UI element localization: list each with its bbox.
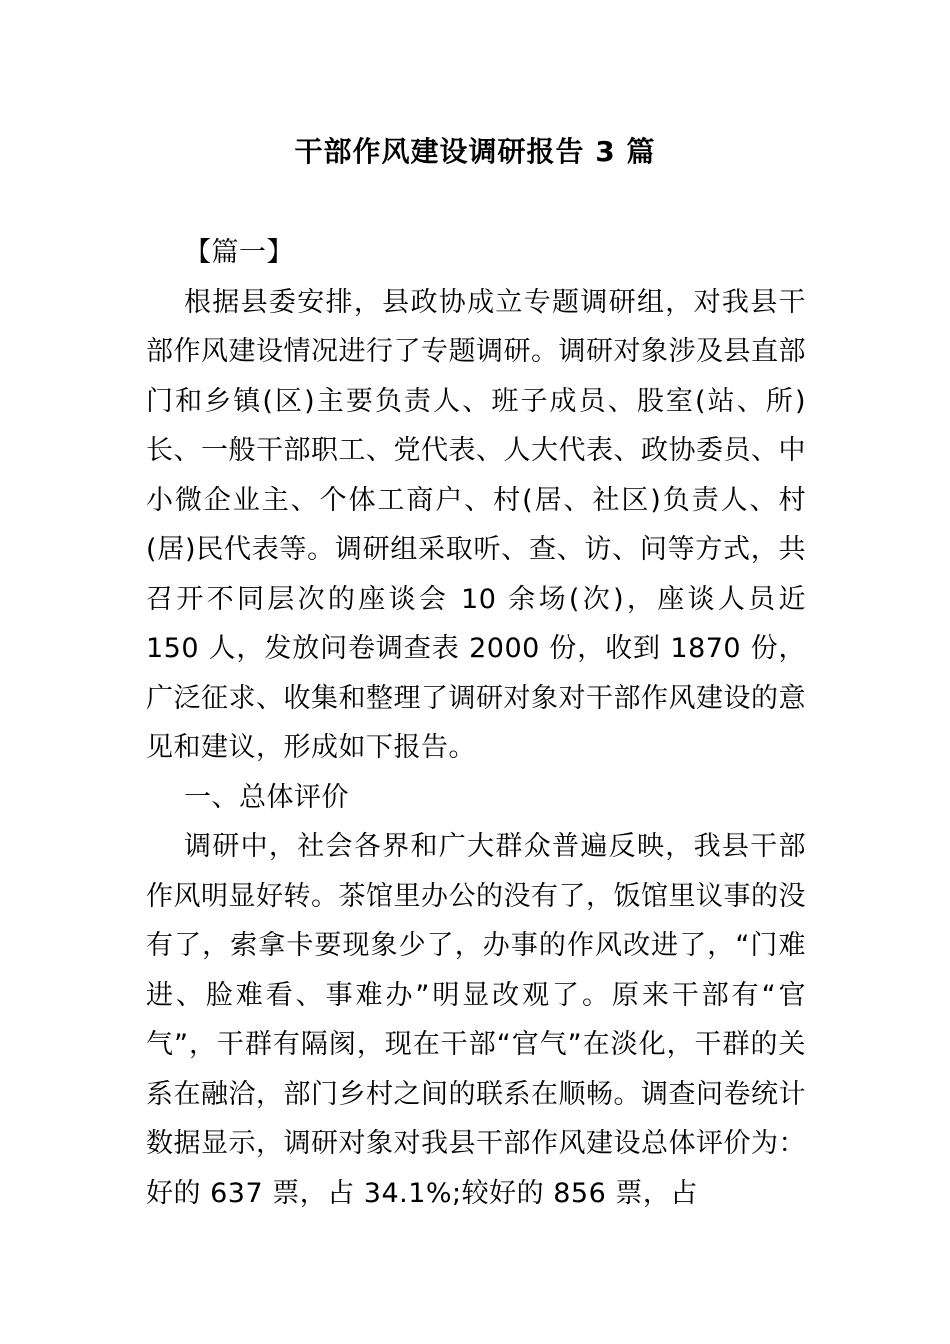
- section-label: 【篇一】: [184, 237, 294, 268]
- paragraph-intro: 根据县委安排，县政协成立专题调研组，对我县干部作风建设情况进行了专题调研。调研对象涉及县直部门和乡镇(区)主要负责人、班子成员、股室(站、所)长、一般干部职工、党代表、人大代表、政协委员、中小微企业主、个体工商户、村(居、社区)负责人、村(居)民代表等。调研组采取听、查、访、问等方式，共召开不同层次的座谈会 10 余场(次)，座谈人员近 150 人，发放问卷调查表 2000 份，收到 1870 份，广泛征求、收集和整理了调研对象对干部作风建设的意见和建议，形成如下报告。: [146, 286, 806, 763]
- document-title: 干部作风建设调研报告 3 篇: [294, 135, 656, 168]
- document-body: [146, 228, 806, 1218]
- paragraph-evaluation: 调研中，社会各界和广大群众普遍反映，我县干部作风明显好转。茶馆里办公的没有了，饭馆里议事的没有了，索拿卡要现象少了，办事的作风改进了，“门难进、脸难看、事难办”明显改观了。原来干部有“官气”，干群有隔阂，现在干部“官气”在淡化，干群的关系在融洽，部门乡村之间的联系在顺畅。调查问卷统计数据显示，调研对象对我县干部作风建设总体评价为：好的 637 票，占 34.1%;较好的 856 票，占: [146, 831, 806, 1209]
- subheading-overall-evaluation: 一、总体评价: [184, 781, 349, 813]
